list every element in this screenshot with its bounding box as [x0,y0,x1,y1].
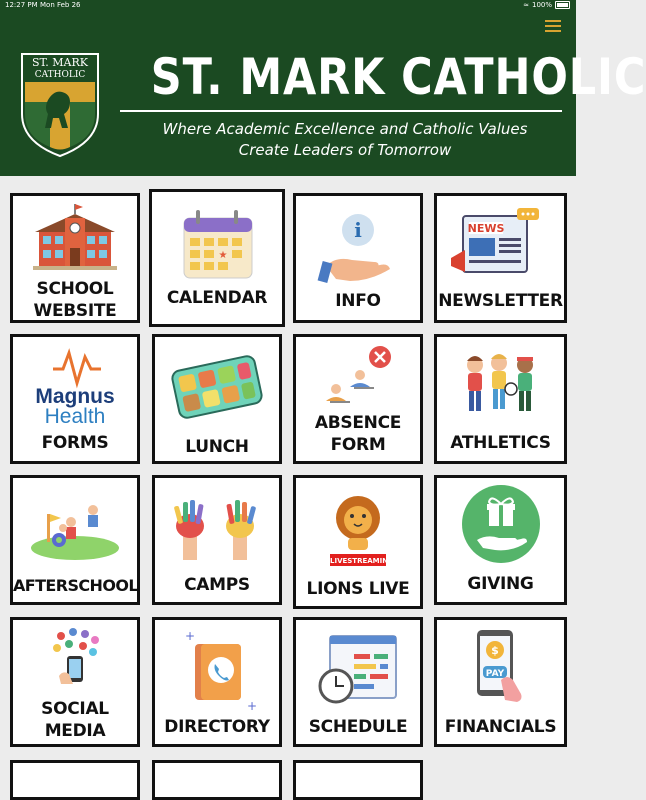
svg-text:+: + [247,699,258,713]
tile-directory[interactable] [152,617,282,747]
title-divider [120,110,562,112]
tile-label: FINANCIALS [444,717,557,737]
svg-text:NEWS: NEWS [467,222,505,235]
tile-label: NEWSLETTER [438,291,563,311]
tile-forms[interactable] [10,334,140,464]
tile-lunch[interactable] [152,334,282,464]
tile-label: FORMS [41,433,109,453]
logo-word-2: Health [44,405,106,428]
tile-camps[interactable] [152,475,282,605]
battery-percent: 100% [531,1,552,9]
tile-social-media[interactable] [10,617,140,747]
tile-label: LIONS LIVE [306,579,410,599]
logo-word-1: Magnus [35,385,115,408]
tile-label: SCHOOL WEBSITE [33,279,117,321]
tile-label: CALENDAR [166,288,268,308]
status-time: 12:27 PM [5,1,38,9]
crest-line-2: CATHOLIC [34,70,86,80]
hamburger-menu-icon[interactable] [545,20,561,34]
tile-partial-3[interactable] [293,760,423,800]
tile-partial-2[interactable] [152,760,282,800]
tile-giving[interactable] [434,475,567,605]
tile-label: AFTERSCHOOL [13,576,138,595]
tile-calendar[interactable] [149,189,285,327]
svg-text:+: + [185,629,196,643]
tile-label: ATHLETICS [450,433,551,453]
tile-info[interactable] [293,193,423,323]
school-title: ST. MARK CATHOLIC [150,48,646,106]
tile-label: ABSENCE FORM [314,413,402,455]
livestreaming-badge: LIVESTREAMING [330,557,394,565]
status-right [523,1,570,9]
battery-icon [555,1,570,9]
svg-text:★: ★ [218,250,228,261]
tile-afterschool[interactable] [10,475,140,605]
school-crest-logo [20,52,100,158]
tile-partial-1[interactable] [10,760,140,800]
school-tagline: Where Academic Excellence and Catholic Values Create Leaders of Tomorrow [162,120,528,159]
tile-school-website[interactable] [10,193,140,323]
tile-label: CAMPS [184,575,250,595]
tile-absence-form[interactable] [293,334,423,464]
tile-label: DIRECTORY [164,717,270,737]
status-bar [0,0,576,12]
pay-text: PAY [485,669,505,679]
tile-athletics[interactable] [434,334,567,464]
tile-financials[interactable] [434,617,567,747]
svg-text:$: $ [491,644,499,657]
tile-label: SOCIAL MEDIA [41,699,109,741]
tile-label: SCHEDULE [308,717,408,737]
tile-schedule[interactable] [293,617,423,747]
status-date: Mon Feb 26 [40,1,81,9]
crest-line-1: ST. MARK [32,56,88,69]
tile-grid [0,176,576,768]
tile-newsletter[interactable] [434,193,567,323]
tile-label: LUNCH [185,437,249,457]
svg-text:i: i [354,218,362,242]
tile-lions-live[interactable] [293,475,423,609]
wifi-icon: ≈ [523,1,529,9]
tile-label: INFO [335,291,381,311]
tile-label: GIVING [467,574,534,594]
app-header [0,12,646,176]
